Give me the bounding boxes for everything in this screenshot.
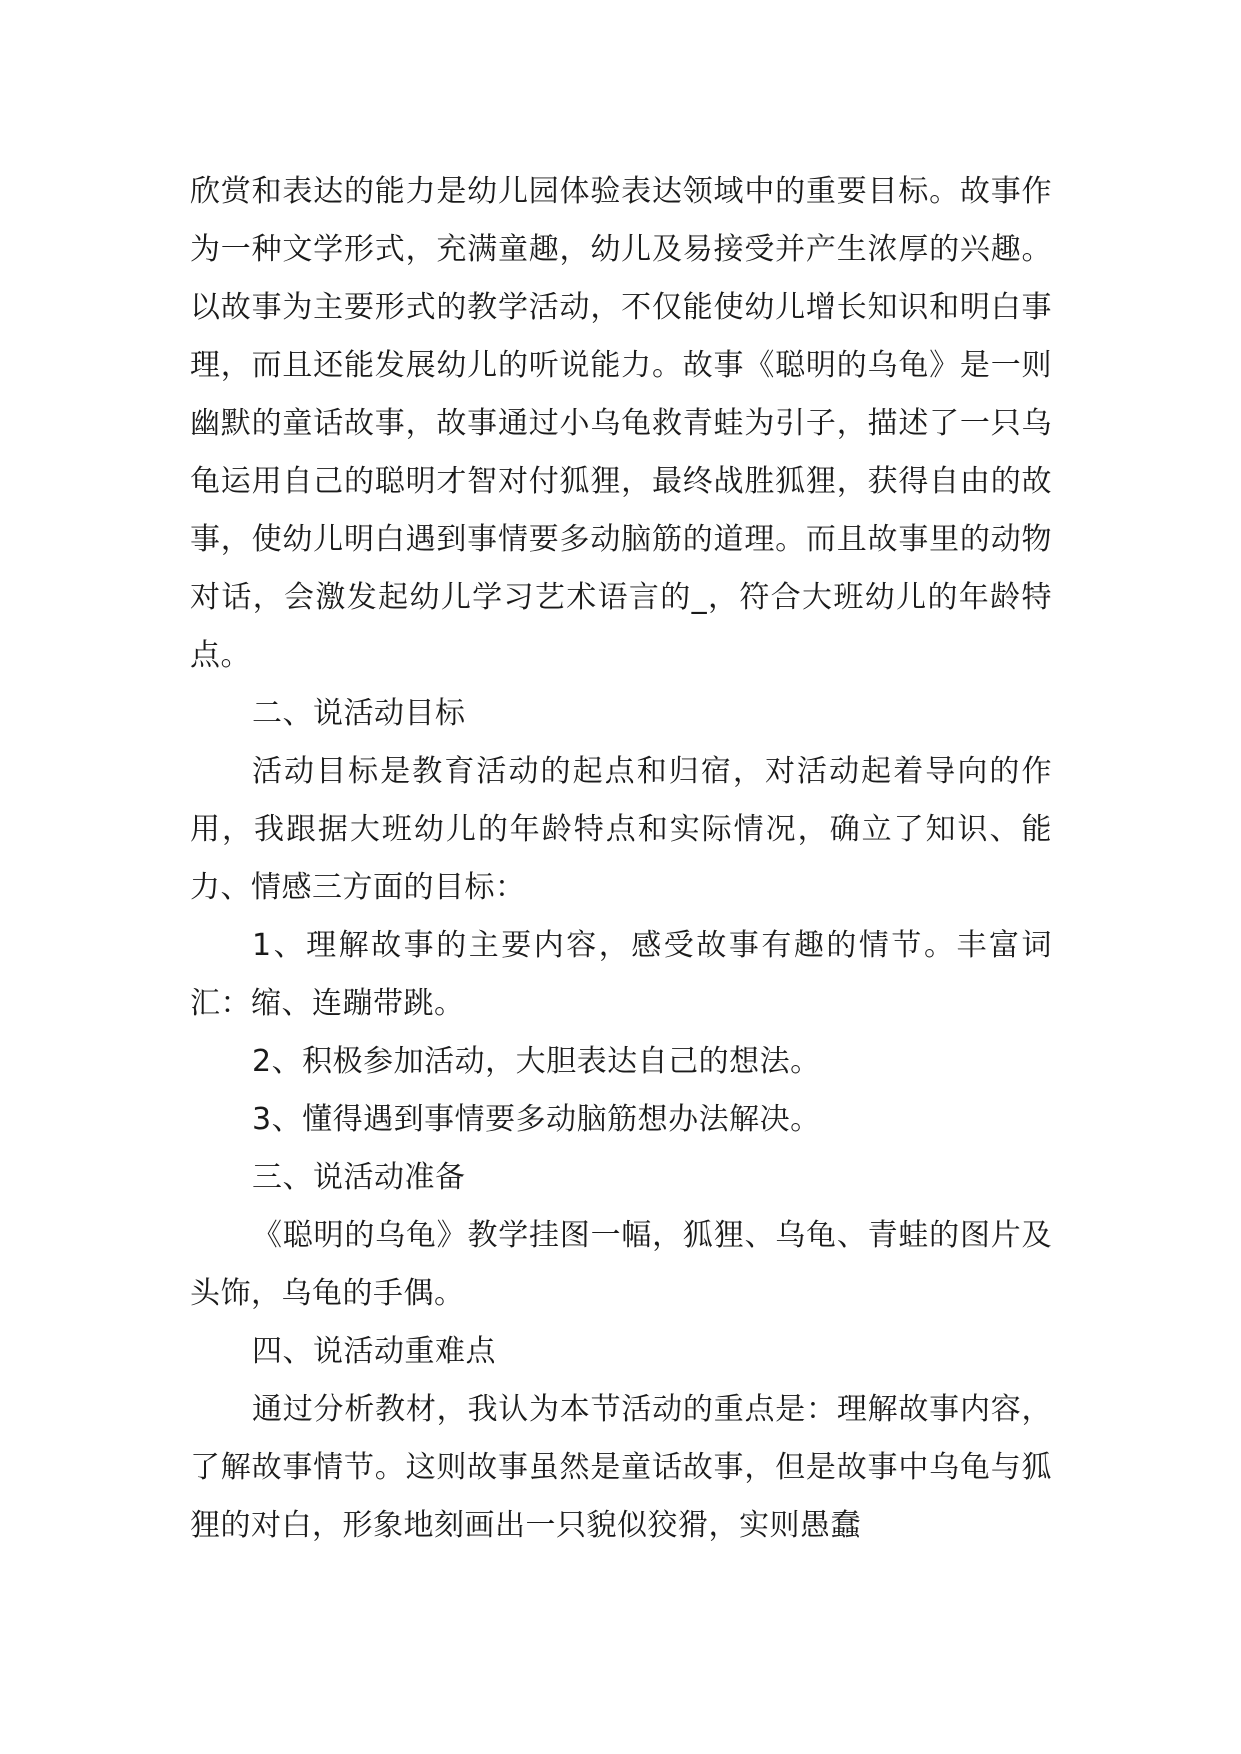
section-heading-activity-preparation: 三、说活动准备: [252, 1160, 466, 1195]
paragraph-story-intro: 欣赏和表达的能力是幼儿园体验表达领域中的重要目标。故事作为一种文学形式，充满童趣，幼儿及易接受并产生浓厚的兴趣。以故事为主要形式的教学活动，不仅能使幼儿增长知识和明白事理，而且还能发展幼儿的听说能力。故事《聪明的乌龟》是一则幽默的童话故事，故事通过小乌龟救青蛙为引子，描述了一只乌龟运用自己的聪明才智对付狐狸，最终战胜狐狸，获得自由的故事，使幼儿明白遇到事情要多动脑筋的道理。而且故事里的动物对话，会激发起幼儿学习艺术语言的_，符合大班幼儿的年龄特点。: [190, 174, 1052, 673]
document-body: [190, 163, 1052, 1555]
section-heading-key-difficulties: 四、说活动重难点: [252, 1334, 496, 1369]
list-item-goal-2: 2、积极参加活动，大胆表达自己的想法。: [252, 1044, 821, 1079]
list-item-goal-3: 3、懂得遇到事情要多动脑筋想办法解决。: [252, 1102, 821, 1137]
list-item-goal-1: 1、理解故事的主要内容，感受故事有趣的情节。丰富词汇：缩、连蹦带跳。: [190, 928, 1052, 1021]
paragraph-key-difficulties: 通过分析教材，我认为本节活动的重点是：理解故事内容，了解故事情节。这则故事虽然是童话故事，但是故事中乌龟与狐狸的对白，形象地刻画出一只貌似狡猾，实则愚蠢: [190, 1392, 1052, 1543]
paragraph-goals-intro: 活动目标是教育活动的起点和归宿，对活动起着导向的作用，我跟据大班幼儿的年龄特点和实际情况，确立了知识、能力、情感三方面的目标：: [190, 754, 1052, 905]
paragraph-preparation: 《聪明的乌龟》教学挂图一幅，狐狸、乌龟、青蛙的图片及头饰，乌龟的手偶。: [190, 1218, 1052, 1311]
section-heading-activity-goals: 二、说活动目标: [252, 696, 466, 731]
